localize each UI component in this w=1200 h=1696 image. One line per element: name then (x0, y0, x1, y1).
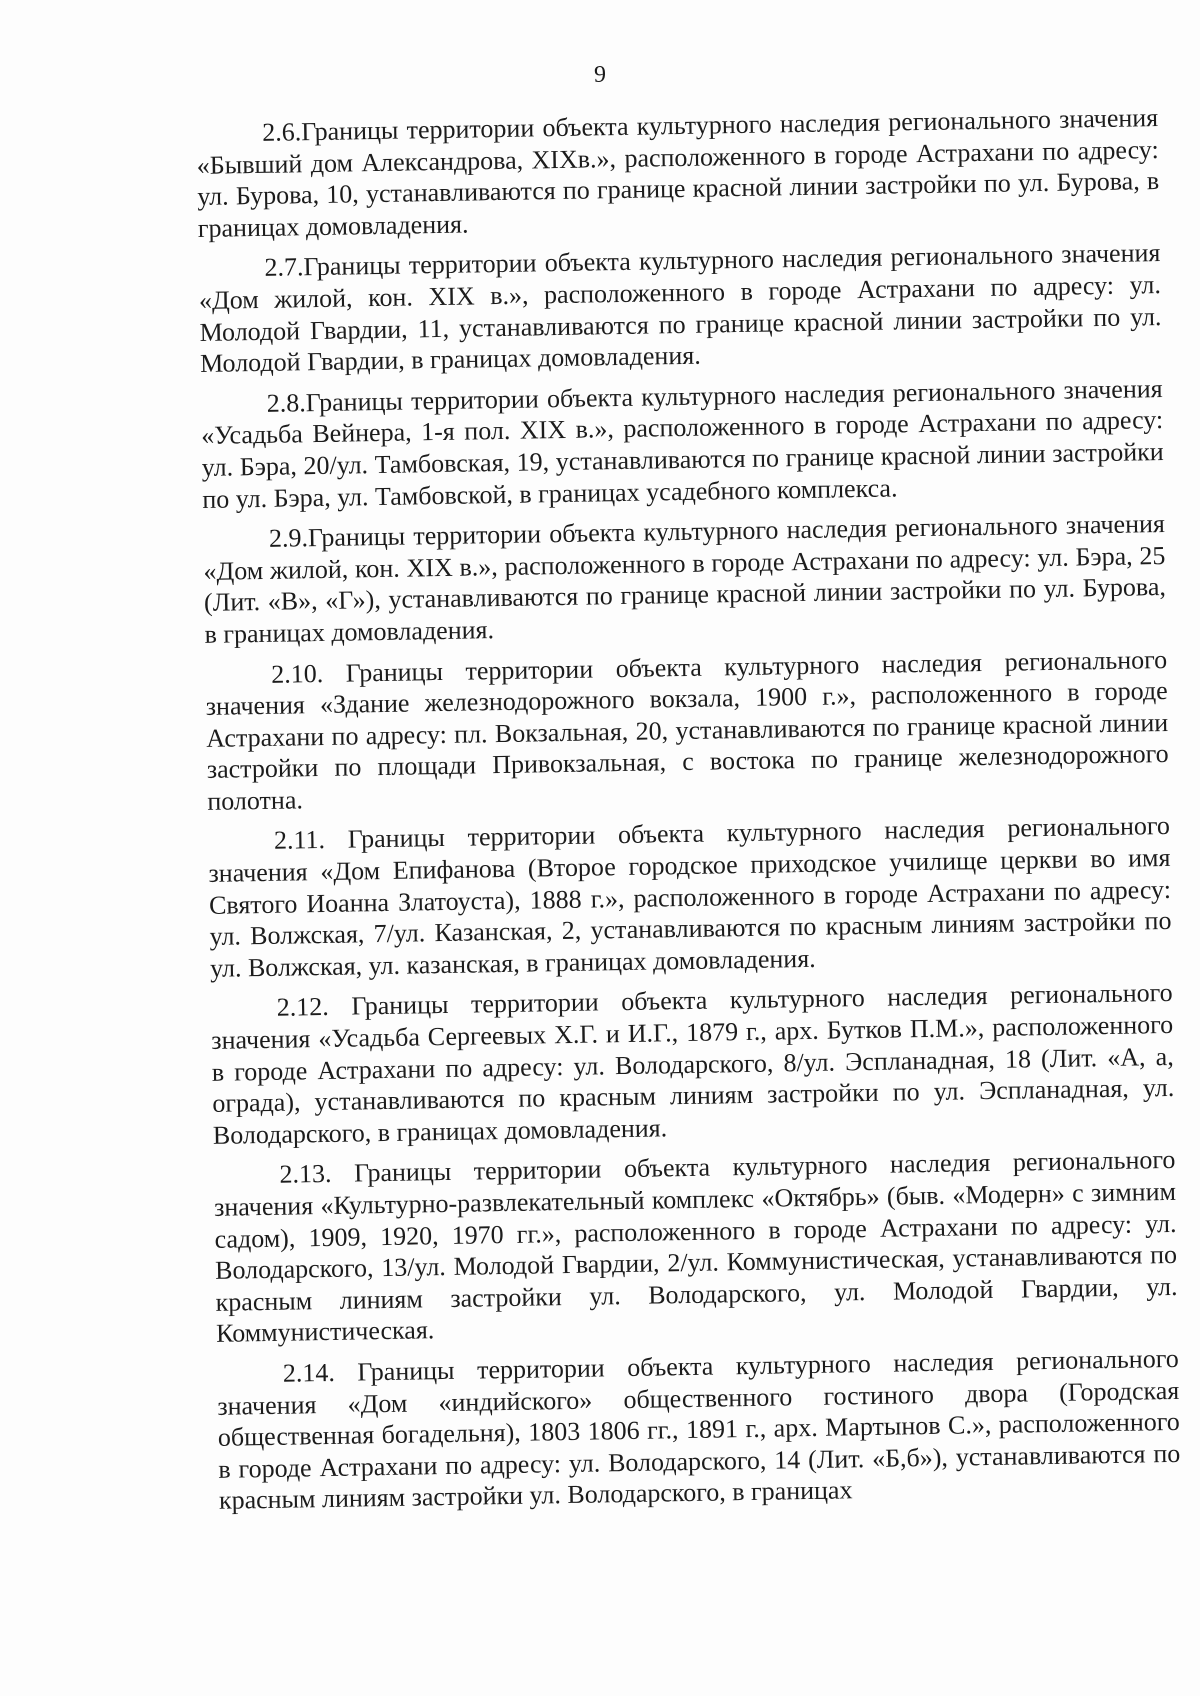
paragraph-2-10: 2.10. Границы территории объекта культурного наследия регионального значения «Здание железнодорожного вокзала, 1900 г.», расположенного в городе Астрахани по адресу: пл. Вокзальная, 20, устанавливаются по границе красной линии застройки по площади Привокзальная, с востока по границе железнодорожного полотна. (205, 644, 1169, 816)
paragraph-2-6: 2.6.Границы территории объекта культурного наследия регионального значения «Бывший дом Александрова, XIXв.», расположенного в городе Астрахани по адресу: ул. Бурова, 10, устанавливаются по границе красной линии застройки по ул. Бурова, в границах домовладения. (196, 103, 1160, 243)
paragraph-2-9: 2.9.Границы территории объекта культурного наследия регионального значения «Дом жилой, кон. XIX в.», расположенного в городе Астрахани по адресу: ул. Бэра, 25 (Лит. «В», «Г»), устанавливаются по границе красной линии застройки по ул. Бурова, в границах домовладения. (203, 509, 1167, 649)
paragraph-2-7: 2.7.Границы территории объекта культурного наследия регионального значения «Дом жилой, кон. XIX в.», расположенного в городе Астрахани по адресу: ул. Молодой Гвардии, 11, устанавливаются по границе красной линии застройки по ул. Молодой Гвардии, в границах домовладения. (198, 238, 1162, 379)
paragraph-2-14: 2.14. Границы территории объекта культурного наследия регионального значения «Дом «индийского» общественного гостиного двора (Городская общественная богадельня), 1803 1806 гг., 1891 г., арх. Мартынов С.», расположенного в городе Астрахани по адресу: ул. Володарского, 14 (Лит. «Б,б»), устанавливаются по красным линиям застройки ул. Володарского, в границах (217, 1343, 1181, 1516)
paragraph-2-13: 2.13. Границы территории объекта культурного наследия регионального значения «Культурно-развлекательный комплекс «Октябрь» (быв. «Модерн» с зимним садом), 1909, 1920, 1970 гг.», расположенного в городе Астрахани по адресу: ул. Володарского, 13/ул. Молодой Гвардии, 2/ул. Коммунистическая, устанавливаются по красным линиям застройки ул. Володарского, ул. Молодой Гвардии, ул. Коммунистическая. (213, 1145, 1178, 1349)
paragraph-2-11: 2.11. Границы территории объекта культурного наследия регионального значения «Дом Епифанова (Второе городское приходское училище церкви во имя Святого Иоанна Златоуста), 1888 г.», расположенного в городе Астрахани по адресу: ул. Волжская, 7/ул. Казанская, 2, устанавливаются по красным линиям застройки по ул. Волжская, ул. казанская, в границах домовладения. (208, 811, 1172, 983)
paragraph-2-8: 2.8.Границы территории объекта культурного наследия регионального значения «Усадьба Вейнера, 1-я пол. XIX в.», расположенного в городе Астрахани по адресу: ул. Бэра, 20/ул. Тамбовская, 19, устанавливаются по границе красной линии застройки по ул. Бэра, ул. Тамбовской, в границах усадебного комплекса. (201, 373, 1164, 514)
paragraph-2-12: 2.12. Границы территории объекта культурного наследия регионального значения «Усадьба Сергеевых Х.Г. и И.Г., 1879 г., арх. Бутков П.М.», расположенного в городе Астрахани по адресу: ул. Володарского, 8/ул. Эспланадная, 18 (Лит. «А, а, ограда), устанавливаются по красным линиям застройки по ул. Эспланадная, ул. Володарского, в границах домовладения. (211, 978, 1175, 1150)
page-number: 9 (594, 62, 606, 88)
document-body (196, 102, 1181, 1517)
